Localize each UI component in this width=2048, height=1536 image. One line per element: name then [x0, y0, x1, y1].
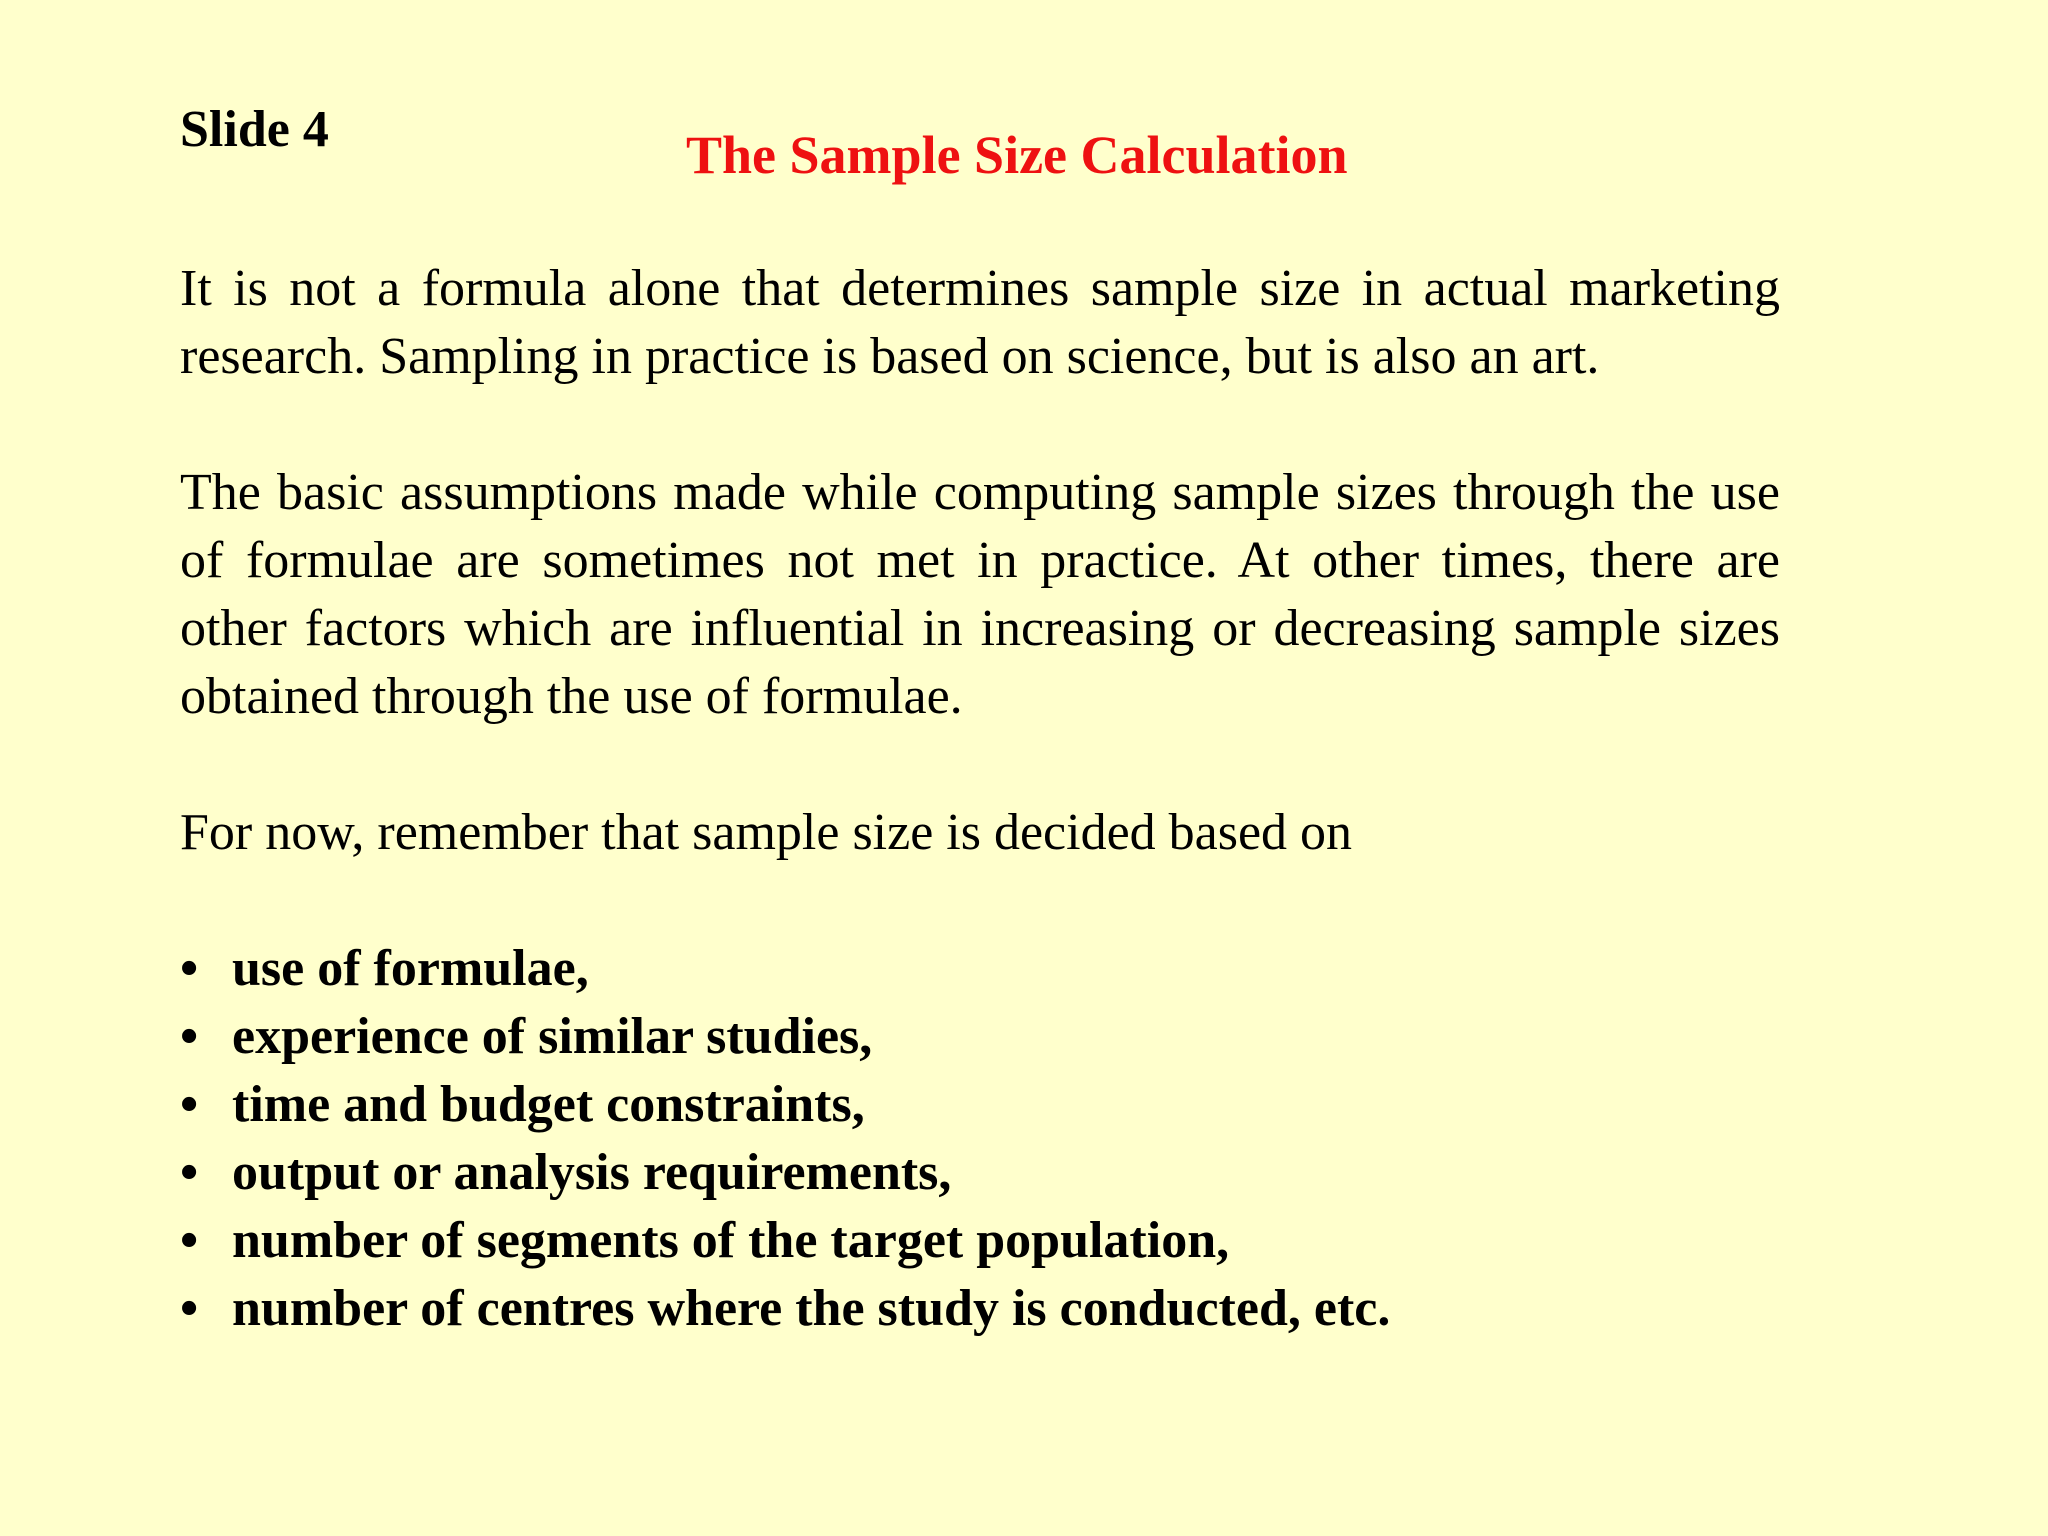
paragraph-assumptions: The basic assumptions made while computing sample sizes through the use of formulae are sometimes not met in practice. At other times, there are other factors which are influential in increasing or decreasing sample sizes obtained through the use of formulae.: [180, 464, 1780, 725]
bullet-text: number of centres where the study is conducted, etc.: [232, 1280, 1391, 1337]
slide-number: Slide 4: [180, 101, 329, 158]
bullet-text: use of formulae,: [232, 940, 589, 997]
bullet-text: experience of similar studies,: [232, 1008, 873, 1065]
bullet-icon: •: [180, 1076, 199, 1133]
paragraph-lead-in: For now, remember that sample size is decided based on: [180, 804, 1353, 861]
bullet-icon: •: [180, 940, 199, 997]
slide-content: [180, 255, 1780, 1343]
bullet-item: [180, 1139, 1780, 1207]
bullet-icon: •: [180, 1280, 199, 1337]
bullet-item: [180, 1003, 1780, 1071]
bullet-icon: •: [180, 1008, 199, 1065]
bullet-icon: •: [180, 1212, 199, 1269]
bullet-list: [180, 935, 1780, 1343]
paragraph-intro: It is not a formula alone that determines sample size in actual marketing research. Sampling in practice is based on science, but is also an art.: [180, 260, 1780, 385]
bullet-item: [180, 1207, 1780, 1275]
bullet-icon: •: [180, 1144, 199, 1201]
bullet-text: number of segments of the target population,: [232, 1212, 1230, 1269]
bullet-item: [180, 1071, 1780, 1139]
bullet-item: [180, 1275, 1780, 1343]
slide-title: The Sample Size Calculation: [686, 125, 1348, 185]
bullet-text: time and budget constraints,: [232, 1076, 865, 1133]
bullet-text: output or analysis requirements,: [232, 1144, 952, 1201]
bullet-item: [180, 935, 1780, 1003]
